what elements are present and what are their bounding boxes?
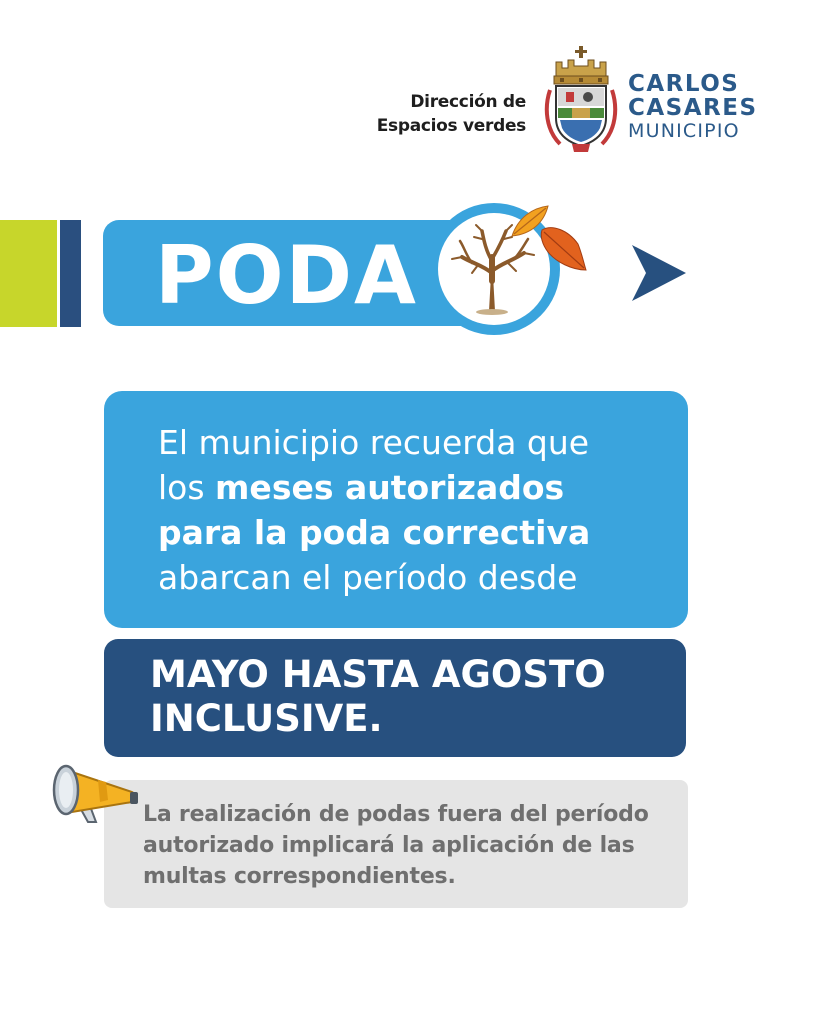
brand-line2: CASARES [628,95,758,121]
page-title: PODA [155,229,418,322]
brand-line3: MUNICIPIO [628,120,740,142]
side-accent-lime [0,220,57,327]
chevron-right-icon [628,241,688,305]
brand-wordmark [628,72,758,142]
info-line4: abarcan el período desde [158,558,578,597]
info-text [158,420,678,600]
department-line1: Dirección de [410,92,526,112]
info-line2-normal: los [158,468,216,507]
warning-line3: multas correspondientes. [143,864,456,889]
municipal-crest-icon [544,46,618,154]
warning-line2: autorizado implicará la aplicación de las [143,833,635,858]
department-line2: Espacios verdes [376,116,526,136]
department-label [360,90,526,138]
info-line2-bold: meses autorizados [215,468,565,507]
highlight-line1: MAYO HASTA AGOSTO [150,653,606,696]
brand-line1: CARLOS [628,71,740,97]
warning-text [143,799,688,892]
side-accent-navy [60,220,81,327]
highlight-text [150,653,670,741]
autumn-leaves-icon [508,200,590,280]
warning-line1: La realización de podas fuera del período [143,802,649,827]
info-line3-bold: para la poda correctiva [158,513,591,552]
highlight-line2: INCLUSIVE. [150,697,383,740]
info-line1: El municipio recuerda que [158,423,590,462]
info-line3 [158,510,678,555]
info-line2 [158,465,678,510]
megaphone-icon [48,752,140,828]
